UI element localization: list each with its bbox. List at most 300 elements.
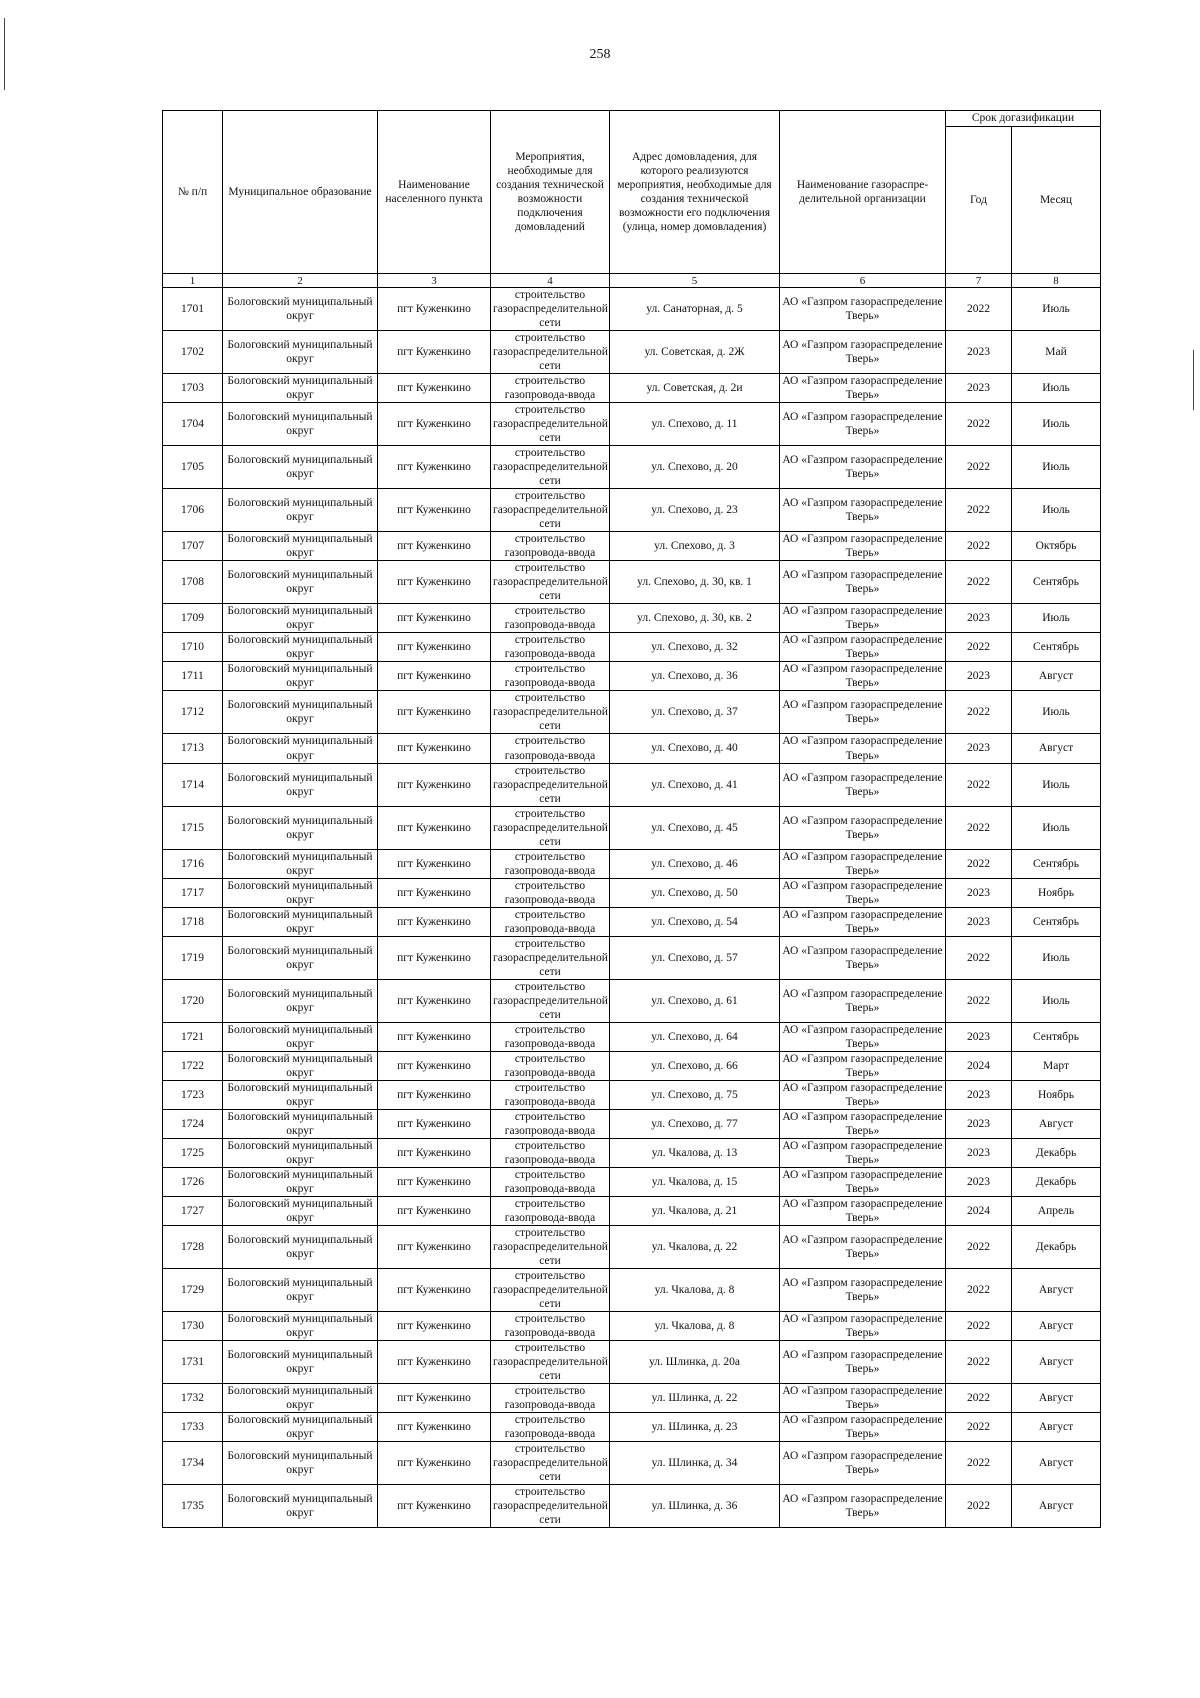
cell-month: Декабрь: [1012, 1138, 1101, 1167]
column-number: 7: [946, 274, 1012, 288]
cell-address: ул. Советская, д. 2и: [610, 374, 780, 403]
cell-month: Ноябрь: [1012, 1080, 1101, 1109]
cell-year: 2022: [946, 561, 1012, 604]
header-settlement: Наименование населенного пункта: [378, 111, 491, 274]
cell-municipality: Бологовский муниципальный округ: [223, 1109, 378, 1138]
cell-year: 2022: [946, 288, 1012, 331]
cell-organization: АО «Газпром газораспределение Тверь»: [780, 1022, 946, 1051]
cell-month: Август: [1012, 1269, 1101, 1312]
cell-address: ул. Спехово, д. 45: [610, 806, 780, 849]
cell-settlement: пгт Куженкино: [378, 763, 491, 806]
cell-settlement: пгт Куженкино: [378, 633, 491, 662]
cell-address: ул. Шлинка, д. 20а: [610, 1341, 780, 1384]
cell-municipality: Бологовский муниципальный округ: [223, 1138, 378, 1167]
table-row: [163, 331, 1101, 374]
cell-organization: АО «Газпром газораспределение Тверь»: [780, 691, 946, 734]
cell-organization: АО «Газпром газораспределение Тверь»: [780, 907, 946, 936]
cell-measures: строительство газопровода-ввода: [491, 907, 610, 936]
cell-measures: строительство газораспределительной сети: [491, 1485, 610, 1528]
header-row-number: № п/п: [163, 111, 223, 274]
cell-organization: АО «Газпром газораспределение Тверь»: [780, 532, 946, 561]
cell-measures: строительство газопровода-ввода: [491, 849, 610, 878]
cell-month: Август: [1012, 662, 1101, 691]
cell-row-number: 1729: [163, 1269, 223, 1312]
cell-row-number: 1723: [163, 1080, 223, 1109]
cell-measures: строительство газопровода-ввода: [491, 633, 610, 662]
table-row: [163, 446, 1101, 489]
cell-address: ул. Шлинка, д. 23: [610, 1413, 780, 1442]
cell-measures: строительство газораспределительной сети: [491, 403, 610, 446]
table-row: [163, 561, 1101, 604]
scan-artifact-line: [4, 18, 5, 90]
cell-organization: АО «Газпром газораспределение Тверь»: [780, 1109, 946, 1138]
cell-year: 2022: [946, 446, 1012, 489]
cell-row-number: 1726: [163, 1167, 223, 1196]
cell-row-number: 1711: [163, 662, 223, 691]
cell-organization: АО «Газпром газораспределение Тверь»: [780, 1196, 946, 1225]
cell-row-number: 1716: [163, 849, 223, 878]
cell-year: 2023: [946, 1022, 1012, 1051]
cell-measures: строительство газопровода-ввода: [491, 1138, 610, 1167]
cell-month: Июль: [1012, 763, 1101, 806]
cell-organization: АО «Газпром газораспределение Тверь»: [780, 662, 946, 691]
column-number: 4: [491, 274, 610, 288]
cell-row-number: 1714: [163, 763, 223, 806]
header-organization: Наименование газораспре-делительной организации: [780, 111, 946, 274]
cell-organization: АО «Газпром газораспределение Тверь»: [780, 1226, 946, 1269]
cell-organization: АО «Газпром газораспределение Тверь»: [780, 878, 946, 907]
cell-month: Июль: [1012, 446, 1101, 489]
cell-address: ул. Шлинка, д. 34: [610, 1442, 780, 1485]
cell-measures: строительство газопровода-ввода: [491, 734, 610, 763]
cell-measures: строительство газораспределительной сети: [491, 806, 610, 849]
cell-municipality: Бологовский муниципальный округ: [223, 1442, 378, 1485]
cell-municipality: Бологовский муниципальный округ: [223, 691, 378, 734]
cell-row-number: 1733: [163, 1413, 223, 1442]
cell-organization: АО «Газпром газораспределение Тверь»: [780, 604, 946, 633]
cell-settlement: пгт Куженкино: [378, 806, 491, 849]
table-row: [163, 734, 1101, 763]
cell-municipality: Бологовский муниципальный округ: [223, 936, 378, 979]
cell-row-number: 1705: [163, 446, 223, 489]
cell-row-number: 1717: [163, 878, 223, 907]
cell-month: Июль: [1012, 691, 1101, 734]
cell-settlement: пгт Куженкино: [378, 1442, 491, 1485]
cell-organization: АО «Газпром газораспределение Тверь»: [780, 936, 946, 979]
cell-organization: АО «Газпром газораспределение Тверь»: [780, 1442, 946, 1485]
cell-address: ул. Спехово, д. 32: [610, 633, 780, 662]
cell-measures: строительство газораспределительной сети: [491, 936, 610, 979]
cell-settlement: пгт Куженкино: [378, 979, 491, 1022]
cell-organization: АО «Газпром газораспределение Тверь»: [780, 1269, 946, 1312]
cell-settlement: пгт Куженкино: [378, 1226, 491, 1269]
cell-row-number: 1735: [163, 1485, 223, 1528]
table-row: [163, 878, 1101, 907]
gasification-register-table: [162, 110, 1101, 1528]
cell-organization: АО «Газпром газораспределение Тверь»: [780, 288, 946, 331]
table-row: [163, 374, 1101, 403]
cell-settlement: пгт Куженкино: [378, 1051, 491, 1080]
cell-measures: строительство газораспределительной сети: [491, 691, 610, 734]
cell-year: 2024: [946, 1051, 1012, 1080]
cell-year: 2022: [946, 633, 1012, 662]
cell-measures: строительство газораспределительной сети: [491, 979, 610, 1022]
table-row: [163, 936, 1101, 979]
cell-organization: АО «Газпром газораспределение Тверь»: [780, 446, 946, 489]
cell-address: ул. Чкалова, д. 21: [610, 1196, 780, 1225]
cell-organization: АО «Газпром газораспределение Тверь»: [780, 633, 946, 662]
cell-row-number: 1722: [163, 1051, 223, 1080]
cell-month: Июль: [1012, 489, 1101, 532]
cell-year: 2024: [946, 1196, 1012, 1225]
table-row: [163, 1226, 1101, 1269]
cell-month: Август: [1012, 1312, 1101, 1341]
cell-year: 2023: [946, 604, 1012, 633]
cell-municipality: Бологовский муниципальный округ: [223, 532, 378, 561]
scan-artifact-line: [1193, 350, 1194, 410]
cell-month: Август: [1012, 1442, 1101, 1485]
cell-municipality: Бологовский муниципальный округ: [223, 907, 378, 936]
cell-row-number: 1719: [163, 936, 223, 979]
cell-year: 2023: [946, 662, 1012, 691]
cell-measures: строительство газопровода-ввода: [491, 1109, 610, 1138]
cell-year: 2022: [946, 1442, 1012, 1485]
cell-row-number: 1702: [163, 331, 223, 374]
cell-measures: строительство газопровода-ввода: [491, 1413, 610, 1442]
table-row: [163, 288, 1101, 331]
cell-settlement: пгт Куженкино: [378, 1022, 491, 1051]
cell-address: ул. Спехово, д. 64: [610, 1022, 780, 1051]
cell-row-number: 1720: [163, 979, 223, 1022]
cell-measures: строительство газораспределительной сети: [491, 763, 610, 806]
cell-settlement: пгт Куженкино: [378, 561, 491, 604]
cell-month: Сентябрь: [1012, 907, 1101, 936]
cell-month: Август: [1012, 1413, 1101, 1442]
cell-month: Август: [1012, 1341, 1101, 1384]
table-row: [163, 1167, 1101, 1196]
cell-municipality: Бологовский муниципальный округ: [223, 1167, 378, 1196]
cell-settlement: пгт Куженкино: [378, 374, 491, 403]
cell-year: 2022: [946, 1485, 1012, 1528]
table-row: [163, 403, 1101, 446]
cell-year: 2023: [946, 331, 1012, 374]
cell-settlement: пгт Куженкино: [378, 1138, 491, 1167]
cell-address: ул. Чкалова, д. 15: [610, 1167, 780, 1196]
cell-municipality: Бологовский муниципальный округ: [223, 374, 378, 403]
cell-row-number: 1728: [163, 1226, 223, 1269]
table-row: [163, 907, 1101, 936]
header-month: Месяц: [1012, 127, 1101, 274]
cell-address: ул. Спехово, д. 30, кв. 1: [610, 561, 780, 604]
cell-municipality: Бологовский муниципальный округ: [223, 1226, 378, 1269]
cell-organization: АО «Газпром газораспределение Тверь»: [780, 1051, 946, 1080]
cell-organization: АО «Газпром газораспределение Тверь»: [780, 1485, 946, 1528]
cell-year: 2022: [946, 936, 1012, 979]
cell-municipality: Бологовский муниципальный округ: [223, 878, 378, 907]
cell-address: ул. Спехово, д. 66: [610, 1051, 780, 1080]
cell-address: ул. Спехово, д. 30, кв. 2: [610, 604, 780, 633]
cell-row-number: 1712: [163, 691, 223, 734]
cell-municipality: Бологовский муниципальный округ: [223, 288, 378, 331]
cell-settlement: пгт Куженкино: [378, 604, 491, 633]
cell-settlement: пгт Куженкино: [378, 1269, 491, 1312]
cell-row-number: 1713: [163, 734, 223, 763]
cell-year: 2022: [946, 691, 1012, 734]
table-row: [163, 662, 1101, 691]
cell-municipality: Бологовский муниципальный округ: [223, 763, 378, 806]
cell-row-number: 1707: [163, 532, 223, 561]
cell-organization: АО «Газпром газораспределение Тверь»: [780, 374, 946, 403]
cell-address: ул. Спехово, д. 54: [610, 907, 780, 936]
cell-organization: АО «Газпром газораспределение Тверь»: [780, 734, 946, 763]
cell-settlement: пгт Куженкино: [378, 1413, 491, 1442]
cell-organization: АО «Газпром газораспределение Тверь»: [780, 763, 946, 806]
cell-month: Декабрь: [1012, 1226, 1101, 1269]
cell-row-number: 1706: [163, 489, 223, 532]
cell-municipality: Бологовский муниципальный округ: [223, 633, 378, 662]
cell-row-number: 1721: [163, 1022, 223, 1051]
cell-municipality: Бологовский муниципальный округ: [223, 1080, 378, 1109]
cell-address: ул. Спехово, д. 41: [610, 763, 780, 806]
cell-row-number: 1710: [163, 633, 223, 662]
cell-municipality: Бологовский муниципальный округ: [223, 1341, 378, 1384]
table-row: [163, 1413, 1101, 1442]
cell-organization: АО «Газпром газораспределение Тверь»: [780, 1138, 946, 1167]
cell-address: ул. Спехово, д. 11: [610, 403, 780, 446]
table-row: [163, 489, 1101, 532]
table-row: [163, 1109, 1101, 1138]
cell-settlement: пгт Куженкино: [378, 662, 491, 691]
cell-month: Июль: [1012, 288, 1101, 331]
cell-settlement: пгт Куженкино: [378, 1167, 491, 1196]
table-row: [163, 979, 1101, 1022]
cell-municipality: Бологовский муниципальный округ: [223, 662, 378, 691]
cell-month: Март: [1012, 1051, 1101, 1080]
table-row: [163, 1138, 1101, 1167]
cell-settlement: пгт Куженкино: [378, 849, 491, 878]
cell-address: ул. Спехово, д. 37: [610, 691, 780, 734]
cell-municipality: Бологовский муниципальный округ: [223, 979, 378, 1022]
cell-year: 2023: [946, 1167, 1012, 1196]
header-address: Адрес домовладения, для которого реализуются мероприятия, необходимые для создания технической возможности его подключения (улица, номер домовладения): [610, 111, 780, 274]
cell-municipality: Бологовский муниципальный округ: [223, 446, 378, 489]
cell-settlement: пгт Куженкино: [378, 403, 491, 446]
cell-municipality: Бологовский муниципальный округ: [223, 806, 378, 849]
table-body: [163, 288, 1101, 1528]
cell-organization: АО «Газпром газораспределение Тверь»: [780, 331, 946, 374]
cell-municipality: Бологовский муниципальный округ: [223, 331, 378, 374]
cell-address: ул. Шлинка, д. 22: [610, 1384, 780, 1413]
cell-month: Октябрь: [1012, 532, 1101, 561]
cell-municipality: Бологовский муниципальный округ: [223, 849, 378, 878]
cell-municipality: Бологовский муниципальный округ: [223, 1269, 378, 1312]
cell-address: ул. Чкалова, д. 13: [610, 1138, 780, 1167]
cell-organization: АО «Газпром газораспределение Тверь»: [780, 403, 946, 446]
table-row: [163, 1080, 1101, 1109]
cell-month: Сентябрь: [1012, 1022, 1101, 1051]
cell-month: Август: [1012, 734, 1101, 763]
cell-month: Июль: [1012, 979, 1101, 1022]
cell-month: Декабрь: [1012, 1167, 1101, 1196]
cell-year: 2022: [946, 1312, 1012, 1341]
cell-settlement: пгт Куженкино: [378, 1109, 491, 1138]
cell-address: ул. Спехово, д. 23: [610, 489, 780, 532]
column-number: 8: [1012, 274, 1101, 288]
table-row: [163, 1384, 1101, 1413]
cell-month: Август: [1012, 1485, 1101, 1528]
column-number-row: [163, 274, 1101, 288]
cell-address: ул. Чкалова, д. 8: [610, 1269, 780, 1312]
cell-settlement: пгт Куженкино: [378, 288, 491, 331]
cell-month: Июль: [1012, 806, 1101, 849]
column-number: 1: [163, 274, 223, 288]
cell-municipality: Бологовский муниципальный округ: [223, 734, 378, 763]
cell-municipality: Бологовский муниципальный округ: [223, 489, 378, 532]
cell-measures: строительство газопровода-ввода: [491, 1312, 610, 1341]
table-row: [163, 1269, 1101, 1312]
cell-municipality: Бологовский муниципальный округ: [223, 604, 378, 633]
cell-settlement: пгт Куженкино: [378, 489, 491, 532]
cell-measures: строительство газопровода-ввода: [491, 662, 610, 691]
cell-year: 2022: [946, 403, 1012, 446]
cell-measures: строительство газопровода-ввода: [491, 1080, 610, 1109]
cell-measures: строительство газопровода-ввода: [491, 532, 610, 561]
cell-settlement: пгт Куженкино: [378, 1080, 491, 1109]
cell-address: ул. Спехово, д. 61: [610, 979, 780, 1022]
cell-month: Май: [1012, 331, 1101, 374]
cell-organization: АО «Газпром газораспределение Тверь»: [780, 979, 946, 1022]
cell-measures: строительство газораспределительной сети: [491, 446, 610, 489]
cell-settlement: пгт Куженкино: [378, 1341, 491, 1384]
cell-row-number: 1734: [163, 1442, 223, 1485]
cell-measures: строительство газопровода-ввода: [491, 374, 610, 403]
table-row: [163, 1485, 1101, 1528]
cell-month: Июль: [1012, 936, 1101, 979]
cell-month: Сентябрь: [1012, 561, 1101, 604]
header-gasification-period: Срок догазификации: [946, 111, 1101, 127]
cell-row-number: 1725: [163, 1138, 223, 1167]
cell-municipality: Бологовский муниципальный округ: [223, 1022, 378, 1051]
cell-municipality: Бологовский муниципальный округ: [223, 1413, 378, 1442]
header-measures: Мероприятия, необходимые для создания технической возможности подключения домовладений: [491, 111, 610, 274]
cell-measures: строительство газораспределительной сети: [491, 1269, 610, 1312]
cell-year: 2022: [946, 806, 1012, 849]
header-municipality: Муниципальное образование: [223, 111, 378, 274]
table-row: [163, 1051, 1101, 1080]
cell-year: 2022: [946, 1341, 1012, 1384]
cell-year: 2022: [946, 1413, 1012, 1442]
cell-year: 2022: [946, 532, 1012, 561]
cell-address: ул. Спехово, д. 3: [610, 532, 780, 561]
cell-settlement: пгт Куженкино: [378, 1384, 491, 1413]
cell-month: Июль: [1012, 403, 1101, 446]
cell-month: Август: [1012, 1384, 1101, 1413]
cell-address: ул. Спехово, д. 20: [610, 446, 780, 489]
cell-row-number: 1701: [163, 288, 223, 331]
cell-year: 2022: [946, 849, 1012, 878]
cell-measures: строительство газораспределительной сети: [491, 1442, 610, 1485]
cell-year: 2022: [946, 979, 1012, 1022]
cell-month: Апрель: [1012, 1196, 1101, 1225]
table-row: [163, 1312, 1101, 1341]
cell-measures: строительство газораспределительной сети: [491, 561, 610, 604]
cell-row-number: 1732: [163, 1384, 223, 1413]
cell-settlement: пгт Куженкино: [378, 1196, 491, 1225]
column-number: 2: [223, 274, 378, 288]
cell-organization: АО «Газпром газораспределение Тверь»: [780, 1413, 946, 1442]
table-row: [163, 763, 1101, 806]
cell-row-number: 1727: [163, 1196, 223, 1225]
cell-year: 2023: [946, 734, 1012, 763]
cell-address: ул. Советская, д. 2Ж: [610, 331, 780, 374]
table-row: [163, 1022, 1101, 1051]
cell-month: Ноябрь: [1012, 878, 1101, 907]
cell-municipality: Бологовский муниципальный округ: [223, 403, 378, 446]
table-row: [163, 532, 1101, 561]
cell-municipality: Бологовский муниципальный округ: [223, 1051, 378, 1080]
cell-month: Июль: [1012, 374, 1101, 403]
cell-year: 2022: [946, 1384, 1012, 1413]
table-row: [163, 849, 1101, 878]
cell-municipality: Бологовский муниципальный округ: [223, 1312, 378, 1341]
cell-settlement: пгт Куженкино: [378, 532, 491, 561]
cell-organization: АО «Газпром газораспределение Тверь»: [780, 1341, 946, 1384]
cell-address: ул. Спехово, д. 77: [610, 1109, 780, 1138]
cell-municipality: Бологовский муниципальный округ: [223, 1384, 378, 1413]
table-row: [163, 1341, 1101, 1384]
cell-settlement: пгт Куженкино: [378, 907, 491, 936]
cell-organization: АО «Газпром газораспределение Тверь»: [780, 1312, 946, 1341]
cell-address: ул. Спехово, д. 46: [610, 849, 780, 878]
column-number: 3: [378, 274, 491, 288]
cell-year: 2023: [946, 374, 1012, 403]
cell-municipality: Бологовский муниципальный округ: [223, 1485, 378, 1528]
cell-measures: строительство газопровода-ввода: [491, 1384, 610, 1413]
cell-year: 2023: [946, 878, 1012, 907]
cell-measures: строительство газораспределительной сети: [491, 1226, 610, 1269]
cell-year: 2022: [946, 1226, 1012, 1269]
cell-settlement: пгт Куженкино: [378, 691, 491, 734]
cell-measures: строительство газопровода-ввода: [491, 878, 610, 907]
cell-row-number: 1730: [163, 1312, 223, 1341]
cell-row-number: 1709: [163, 604, 223, 633]
cell-year: 2023: [946, 1109, 1012, 1138]
cell-month: Сентябрь: [1012, 633, 1101, 662]
cell-month: Июль: [1012, 604, 1101, 633]
header-year: Год: [946, 127, 1012, 274]
table-row: [163, 691, 1101, 734]
cell-year: 2022: [946, 489, 1012, 532]
cell-year: 2023: [946, 1080, 1012, 1109]
cell-measures: строительство газораспределительной сети: [491, 288, 610, 331]
cell-settlement: пгт Куженкино: [378, 446, 491, 489]
cell-row-number: 1718: [163, 907, 223, 936]
cell-address: ул. Чкалова, д. 8: [610, 1312, 780, 1341]
cell-measures: строительство газораспределительной сети: [491, 489, 610, 532]
cell-organization: АО «Газпром газораспределение Тверь»: [780, 806, 946, 849]
cell-year: 2023: [946, 1138, 1012, 1167]
cell-address: ул. Спехово, д. 57: [610, 936, 780, 979]
cell-address: ул. Чкалова, д. 22: [610, 1226, 780, 1269]
cell-settlement: пгт Куженкино: [378, 878, 491, 907]
cell-organization: АО «Газпром газораспределение Тверь»: [780, 849, 946, 878]
cell-settlement: пгт Куженкино: [378, 734, 491, 763]
page-number: 258: [589, 47, 611, 62]
table-row: [163, 1442, 1101, 1485]
column-number: 6: [780, 274, 946, 288]
cell-row-number: 1715: [163, 806, 223, 849]
cell-address: ул. Шлинка, д. 36: [610, 1485, 780, 1528]
